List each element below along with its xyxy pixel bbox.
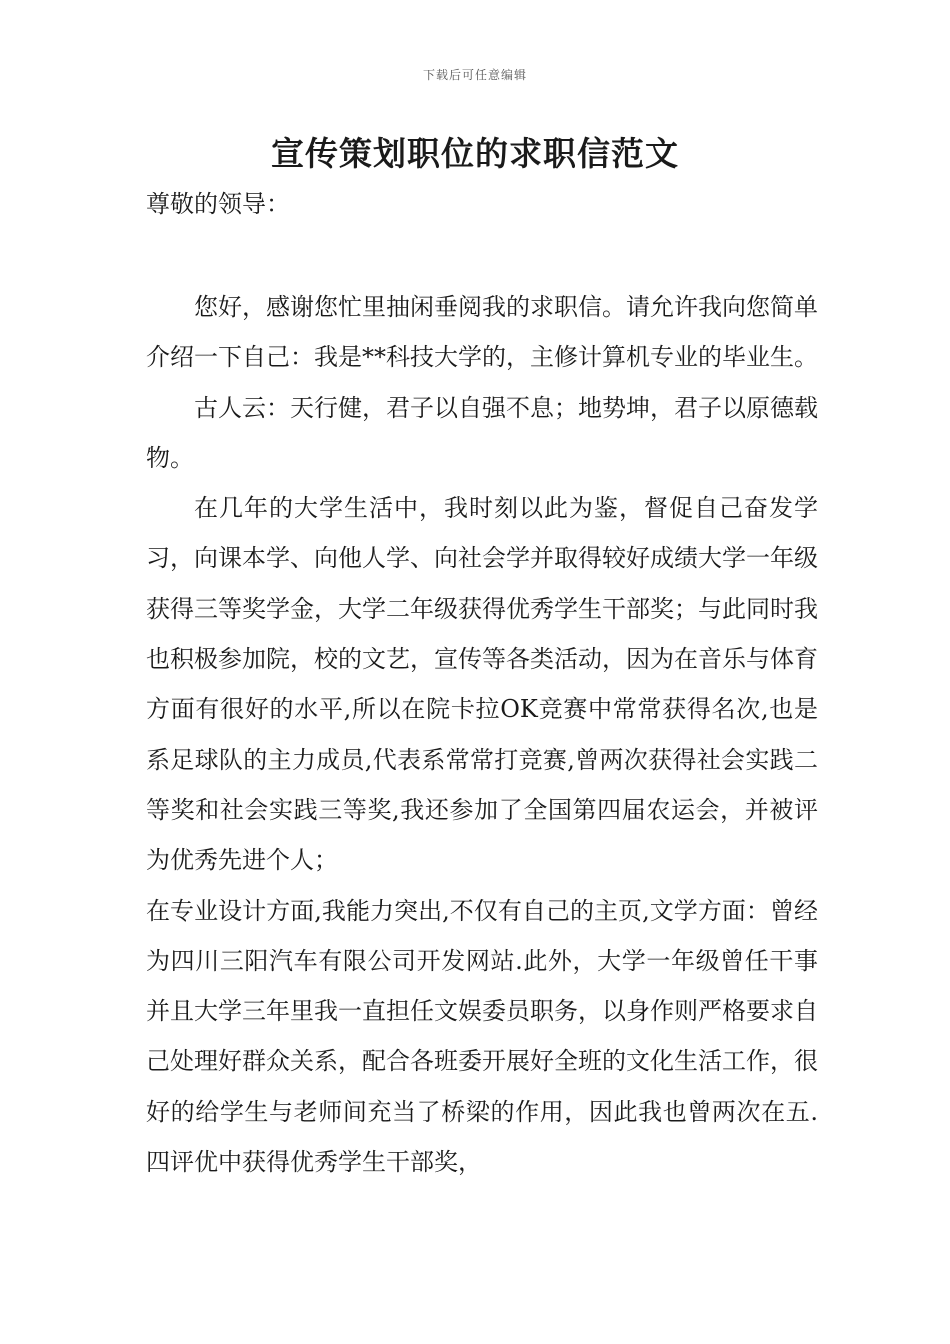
header-note: 下载后可任意编辑 bbox=[422, 68, 527, 82]
document-title: 宣传策划职位的求职信范文 bbox=[271, 134, 679, 173]
paragraph-quote: 古人云：天行健，君子以自强不息；地势坤，君子以原德载物。 bbox=[146, 393, 818, 472]
paragraph-greeting: 您好，感谢您忙里抽闲垂阅我的求职信。请允许我向您简单介绍一下自己：我是**科技大学的，主修计算机专业的毕业生。 bbox=[146, 293, 818, 372]
paragraph-university-life: 在几年的大学生活中，我时刻以此为鉴，督促自己奋发学习，向课本学、向他人学、向社会学并取得较好成绩大学一年级获得三等奖学金，大学二年级获得优秀学生干部奖；与此同时我也积极参加院，校的文艺，宣传等各类活动，因为在音乐与体育方面有很好的水平,所以在院卡拉OK竞赛中常常获得名次,也是系足球队的主力成员,代表系常常打竞赛,曾两次获得社会实践二等奖和社会实践三等奖,我还参加了全国第四届农运会，并被评为优秀先进个人； bbox=[146, 494, 818, 875]
letter-body bbox=[146, 282, 818, 1187]
salutation: 尊敬的领导： bbox=[146, 190, 290, 218]
paragraph-professional: 在专业设计方面,我能力突出,不仅有自己的主页,文学方面：曾经为四川三阳汽车有限公司开发网站.此外，大学一年级曾任干事并且大学三年里我一直担任文娱委员职务，以身作则严格要求自己处理好群众关系，配合各班委开展好全班的文化生活工作，很好的给学生与老师间充当了桥梁的作用，因此我也曾两次在五.四评优中获得优秀学生干部奖， bbox=[146, 896, 818, 1177]
